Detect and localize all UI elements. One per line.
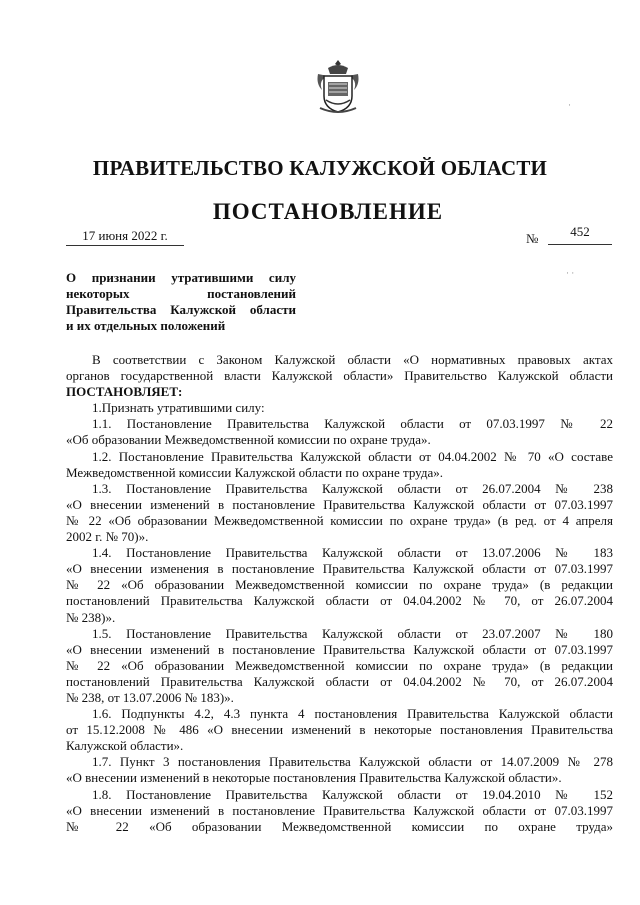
body-line: 1.1. Постановление Правительства Калужской области от 07.03.1997 № 22 [92, 416, 613, 432]
subject-line: Правительства Калужской области [66, 302, 296, 317]
body-line: Калужской области». [66, 738, 184, 754]
document-body [66, 352, 613, 835]
body-line: Межведомственной комиссии Калужской области по охране труда». [66, 464, 443, 480]
document-subject [66, 270, 296, 334]
government-title: ПРАВИТЕЛЬСТВО КАЛУЖСКОЙ ОБЛАСТИ [92, 156, 548, 180]
body-line: «О внесении изменения в постановление Правительства Калужской области от 07.03.1997 [66, 561, 613, 577]
body-line: «О внесении изменений в некоторые постановления Правительства Калужской области». [66, 770, 562, 786]
body-line: «О внесении изменений в постановление Правительства Калужской области от 07.03.1997 [66, 496, 613, 512]
subject-line: и их отдельных положений [66, 318, 226, 333]
body-line: постановлений Правительства Калужской области от 04.04.2002 № 70, от 26.07.2004 [66, 593, 613, 609]
body-line: 1.3. Постановление Правительства Калужской области от 26.07.2004 № 238 [92, 480, 613, 496]
body-line: 1.8. Постановление Правительства Калужской области от 19.04.2010 № 152 [92, 786, 613, 802]
body-line: № 22 «Об образовании Межведомственной комиссии по охране труда» [66, 818, 613, 834]
body-line: «Об образовании Межведомственной комиссии по охране труда». [66, 432, 431, 448]
body-line: № 22 «Об образовании Межведомственной комиссии по охране труда» (в ред. от 4 апреля [66, 512, 613, 528]
subject-line: некоторых постановлений [66, 286, 296, 301]
body-line: ПОСТАНОВЛЯЕТ: [66, 384, 183, 400]
body-line: 1.2. Постановление Правительства Калужской области от 04.04.2002 № 70 «О составе [92, 448, 613, 464]
body-line: В соответствии с Законом Калужской области «О нормативных правовых актах [92, 352, 613, 367]
body-line: № 238)». [66, 609, 116, 625]
subject-line: О признании утратившими силу [66, 270, 296, 285]
body-line: 1.5. Постановление Правительства Калужской области от 23.07.2007 № 180 [92, 625, 613, 641]
body-line: 2002 г. № 70)». [66, 529, 149, 545]
body-line: № 238, от 13.07.2006 № 183)». [66, 689, 234, 705]
body-line: «О внесении изменений в постановление Правительства Калужской области от 07.03.1997 [66, 641, 613, 657]
body-line: органов государственной власти Калужской области» Правительство Калужской области [66, 368, 613, 384]
body-line: 1.4. Постановление Правительства Калужской области от 13.07.2006 № 183 [92, 545, 613, 561]
body-line: 1.Признать утратившими силу: [92, 400, 265, 416]
document-type-title: ПОСТАНОВЛЕНИЕ [212, 199, 444, 224]
body-line: «О внесении изменений в постановление Правительства Калужской области от 07.03.1997 [66, 802, 613, 818]
scan-speck: · [568, 100, 571, 110]
scan-speck: · · [566, 268, 575, 278]
coat-of-arms-emblem [314, 58, 362, 116]
body-line: № 22 «Об образовании Межведомственной комиссии по охране труда» (в редакции [66, 657, 613, 673]
body-line: 1.7. Пункт 3 постановления Правительства Калужской области от 14.07.2009 № 278 [92, 754, 613, 770]
document-date: 17 июня 2022 г. [66, 228, 184, 246]
body-line: 1.6. Подпункты 4.2, 4.3 пункта 4 постановления Правительства Калужской области [92, 706, 613, 722]
body-line: от 15.12.2008 № 486 «О внесении изменений в некоторые постановления Правительства [66, 722, 613, 738]
body-line: № 22 «Об образовании Межведомственной комиссии по охране труда» (в редакции [66, 577, 613, 593]
number-label: № [526, 231, 539, 246]
body-line: постановлений Правительства Калужской области от 04.04.2002 № 70, от 26.07.2004 [66, 673, 613, 689]
document-number: 452 [548, 224, 612, 245]
